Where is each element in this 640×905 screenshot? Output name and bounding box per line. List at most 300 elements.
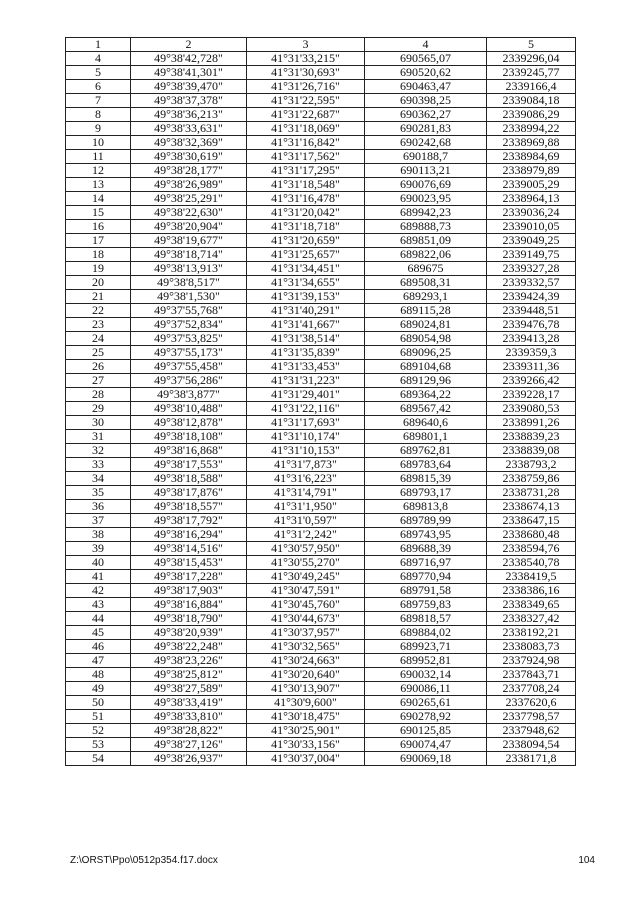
x-coordinate-cell: 689888,73: [365, 220, 487, 234]
y-coordinate-cell: 2338969,88: [487, 136, 576, 150]
longitude-cell: 41°31'2,242": [247, 528, 365, 542]
y-coordinate-cell: 2339296,04: [487, 52, 576, 66]
y-coordinate-cell: 2339049,25: [487, 234, 576, 248]
x-coordinate-cell: 690362,27: [365, 108, 487, 122]
point-number-cell: 7: [66, 94, 131, 108]
latitude-cell: 49°37'55,458": [131, 360, 247, 374]
latitude-cell: 49°38'17,903": [131, 584, 247, 598]
table-header-row: [66, 38, 576, 52]
longitude-cell: 41°31'41,667": [247, 318, 365, 332]
point-number-cell: 35: [66, 486, 131, 500]
longitude-cell: 41°31'33,215": [247, 52, 365, 66]
latitude-cell: 49°38'23,226": [131, 654, 247, 668]
point-number-cell: 45: [66, 626, 131, 640]
y-coordinate-cell: 2339245,77: [487, 66, 576, 80]
coordinates-table: [65, 37, 576, 766]
point-number-cell: 43: [66, 598, 131, 612]
point-number-cell: 15: [66, 206, 131, 220]
y-coordinate-cell: 2338979,89: [487, 164, 576, 178]
latitude-cell: 49°38'17,553": [131, 458, 247, 472]
latitude-cell: 49°38'37,378": [131, 94, 247, 108]
latitude-cell: 49°38'19,677": [131, 234, 247, 248]
x-coordinate-cell: 689024,81: [365, 318, 487, 332]
y-coordinate-cell: 2338991,26: [487, 416, 576, 430]
longitude-cell: 41°31'0,597": [247, 514, 365, 528]
point-number-cell: 24: [66, 332, 131, 346]
table-row: [66, 444, 576, 458]
table-row: [66, 752, 576, 766]
table-row: [66, 472, 576, 486]
latitude-cell: 49°38'27,589": [131, 682, 247, 696]
point-number-cell: 39: [66, 542, 131, 556]
table-row: [66, 66, 576, 80]
y-coordinate-cell: 2339413,28: [487, 332, 576, 346]
table-row: [66, 304, 576, 318]
y-coordinate-cell: 2338984,69: [487, 150, 576, 164]
table-row: [66, 710, 576, 724]
longitude-cell: 41°30'33,156": [247, 738, 365, 752]
table-row: [66, 500, 576, 514]
table-row: [66, 458, 576, 472]
latitude-cell: 49°38'10,488": [131, 402, 247, 416]
x-coordinate-cell: 689770,94: [365, 570, 487, 584]
y-coordinate-cell: 2339228,17: [487, 388, 576, 402]
table-row: [66, 598, 576, 612]
table-row: [66, 94, 576, 108]
longitude-cell: 41°31'18,069": [247, 122, 365, 136]
table-row: [66, 626, 576, 640]
footer-page-number: 104: [578, 855, 595, 866]
longitude-cell: 41°30'37,957": [247, 626, 365, 640]
y-coordinate-cell: 2339084,18: [487, 94, 576, 108]
latitude-cell: 49°38'1,530": [131, 290, 247, 304]
table-row: [66, 108, 576, 122]
point-number-cell: 46: [66, 640, 131, 654]
longitude-cell: 41°31'33,453": [247, 360, 365, 374]
point-number-cell: 9: [66, 122, 131, 136]
latitude-cell: 49°38'30,619": [131, 150, 247, 164]
latitude-cell: 49°38'18,588": [131, 472, 247, 486]
longitude-cell: 41°31'17,295": [247, 164, 365, 178]
point-number-cell: 44: [66, 612, 131, 626]
table-row: [66, 234, 576, 248]
x-coordinate-cell: 689567,42: [365, 402, 487, 416]
point-number-cell: 23: [66, 318, 131, 332]
point-number-cell: 8: [66, 108, 131, 122]
latitude-cell: 49°38'36,213": [131, 108, 247, 122]
table-row: [66, 388, 576, 402]
x-coordinate-cell: 689640,6: [365, 416, 487, 430]
x-coordinate-cell: 690076,69: [365, 178, 487, 192]
x-coordinate-cell: 690069,18: [365, 752, 487, 766]
table-row: [66, 402, 576, 416]
table-row: [66, 332, 576, 346]
longitude-cell: 41°31'22,116": [247, 402, 365, 416]
table-row: [66, 80, 576, 94]
longitude-cell: 41°31'25,657": [247, 248, 365, 262]
y-coordinate-cell: 2338964,13: [487, 192, 576, 206]
point-number-cell: 19: [66, 262, 131, 276]
point-number-cell: 21: [66, 290, 131, 304]
longitude-cell: 41°31'20,659": [247, 234, 365, 248]
longitude-cell: 41°31'22,687": [247, 108, 365, 122]
point-number-cell: 32: [66, 444, 131, 458]
y-coordinate-cell: 2339080,53: [487, 402, 576, 416]
y-coordinate-cell: 2338540,78: [487, 556, 576, 570]
longitude-cell: 41°31'1,950": [247, 500, 365, 514]
x-coordinate-cell: 689675: [365, 262, 487, 276]
y-coordinate-cell: 2337620,6: [487, 696, 576, 710]
latitude-cell: 49°38'16,884": [131, 598, 247, 612]
table-row: [66, 668, 576, 682]
x-coordinate-cell: 690265,61: [365, 696, 487, 710]
x-coordinate-cell: 689851,09: [365, 234, 487, 248]
x-coordinate-cell: 689508,31: [365, 276, 487, 290]
y-coordinate-cell: 2338419,5: [487, 570, 576, 584]
y-coordinate-cell: 2338674,13: [487, 500, 576, 514]
latitude-cell: 49°38'39,470": [131, 80, 247, 94]
point-number-cell: 25: [66, 346, 131, 360]
x-coordinate-cell: 690463,47: [365, 80, 487, 94]
point-number-cell: 16: [66, 220, 131, 234]
latitude-cell: 49°38'16,294": [131, 528, 247, 542]
point-number-cell: 38: [66, 528, 131, 542]
longitude-cell: 41°31'10,153": [247, 444, 365, 458]
table-row: [66, 486, 576, 500]
table-row: [66, 122, 576, 136]
y-coordinate-cell: 2338759,86: [487, 472, 576, 486]
table-row: [66, 514, 576, 528]
table-row: [66, 570, 576, 584]
table-row: [66, 150, 576, 164]
y-coordinate-cell: 2338094,54: [487, 738, 576, 752]
point-number-cell: 51: [66, 710, 131, 724]
longitude-cell: 41°31'40,291": [247, 304, 365, 318]
longitude-cell: 41°31'34,655": [247, 276, 365, 290]
x-coordinate-cell: 689054,98: [365, 332, 487, 346]
table-row: [66, 542, 576, 556]
latitude-cell: 49°38'25,812": [131, 668, 247, 682]
longitude-cell: 41°31'4,791": [247, 486, 365, 500]
latitude-cell: 49°38'18,714": [131, 248, 247, 262]
x-coordinate-cell: 689688,39: [365, 542, 487, 556]
longitude-cell: 41°31'10,174": [247, 430, 365, 444]
table-row: [66, 430, 576, 444]
longitude-cell: 41°31'34,451": [247, 262, 365, 276]
point-number-cell: 27: [66, 374, 131, 388]
y-coordinate-cell: 2339086,29: [487, 108, 576, 122]
y-coordinate-cell: 2339005,29: [487, 178, 576, 192]
latitude-cell: 49°37'55,173": [131, 346, 247, 360]
longitude-cell: 41°30'18,475": [247, 710, 365, 724]
longitude-cell: 41°31'39,153": [247, 290, 365, 304]
table-row: [66, 318, 576, 332]
longitude-cell: 41°31'31,223": [247, 374, 365, 388]
x-coordinate-cell: 689115,28: [365, 304, 487, 318]
table-row: [66, 584, 576, 598]
table-row: [66, 290, 576, 304]
point-number-cell: 10: [66, 136, 131, 150]
longitude-cell: 41°31'6,223": [247, 472, 365, 486]
longitude-cell: 41°30'49,245": [247, 570, 365, 584]
latitude-cell: 49°38'42,728": [131, 52, 247, 66]
longitude-cell: 41°30'37,004": [247, 752, 365, 766]
y-coordinate-cell: 2338680,48: [487, 528, 576, 542]
y-coordinate-cell: 2339332,57: [487, 276, 576, 290]
latitude-cell: 49°38'20,904": [131, 220, 247, 234]
point-number-cell: 40: [66, 556, 131, 570]
x-coordinate-cell: 690074,47: [365, 738, 487, 752]
longitude-cell: 41°30'20,640": [247, 668, 365, 682]
point-number-cell: 48: [66, 668, 131, 682]
latitude-cell: 49°38'14,516": [131, 542, 247, 556]
longitude-cell: 41°31'29,401": [247, 388, 365, 402]
latitude-cell: 49°38'26,989": [131, 178, 247, 192]
longitude-cell: 41°30'32,565": [247, 640, 365, 654]
y-coordinate-cell: 2339448,51: [487, 304, 576, 318]
latitude-cell: 49°38'13,913": [131, 262, 247, 276]
x-coordinate-cell: 689096,25: [365, 346, 487, 360]
point-number-cell: 31: [66, 430, 131, 444]
latitude-cell: 49°38'26,937": [131, 752, 247, 766]
y-coordinate-cell: 2339359,3: [487, 346, 576, 360]
longitude-cell: 41°30'44,673": [247, 612, 365, 626]
latitude-cell: 49°38'17,876": [131, 486, 247, 500]
latitude-cell: 49°37'52,834": [131, 318, 247, 332]
footer-file-path: Z:\ORST\Ppo\0512p354.f17.docx: [70, 855, 218, 866]
y-coordinate-cell: 2337924,98: [487, 654, 576, 668]
table-row: [66, 654, 576, 668]
table-row: [66, 360, 576, 374]
longitude-cell: 41°31'20,042": [247, 206, 365, 220]
y-coordinate-cell: 2339036,24: [487, 206, 576, 220]
x-coordinate-cell: 689716,97: [365, 556, 487, 570]
point-number-cell: 29: [66, 402, 131, 416]
x-coordinate-cell: 689789,99: [365, 514, 487, 528]
longitude-cell: 41°30'13,907": [247, 682, 365, 696]
table-row: [66, 724, 576, 738]
longitude-cell: 41°31'22,595": [247, 94, 365, 108]
latitude-cell: 49°37'56,286": [131, 374, 247, 388]
x-coordinate-cell: 690125,85: [365, 724, 487, 738]
x-coordinate-cell: 690032,14: [365, 668, 487, 682]
point-number-cell: 5: [66, 66, 131, 80]
coordinates-table-body: [66, 38, 576, 766]
table-row: [66, 248, 576, 262]
latitude-cell: 49°38'22,630": [131, 206, 247, 220]
y-coordinate-cell: 2338839,23: [487, 430, 576, 444]
longitude-cell: 41°31'35,839": [247, 346, 365, 360]
table-row: [66, 738, 576, 752]
column-number-2: 2: [131, 38, 247, 52]
y-coordinate-cell: 2338171,8: [487, 752, 576, 766]
longitude-cell: 41°30'45,760": [247, 598, 365, 612]
point-number-cell: 33: [66, 458, 131, 472]
x-coordinate-cell: 689759,83: [365, 598, 487, 612]
point-number-cell: 30: [66, 416, 131, 430]
y-coordinate-cell: 2337948,62: [487, 724, 576, 738]
x-coordinate-cell: 689822,06: [365, 248, 487, 262]
point-number-cell: 11: [66, 150, 131, 164]
table-row: [66, 178, 576, 192]
table-row: [66, 262, 576, 276]
x-coordinate-cell: 690281,83: [365, 122, 487, 136]
longitude-cell: 41°31'17,693": [247, 416, 365, 430]
point-number-cell: 53: [66, 738, 131, 752]
latitude-cell: 49°38'27,126": [131, 738, 247, 752]
longitude-cell: 41°30'9,600": [247, 696, 365, 710]
longitude-cell: 41°31'18,718": [247, 220, 365, 234]
y-coordinate-cell: 2339476,78: [487, 318, 576, 332]
point-number-cell: 54: [66, 752, 131, 766]
latitude-cell: 49°38'41,301": [131, 66, 247, 80]
table-row: [66, 696, 576, 710]
latitude-cell: 49°38'25,291": [131, 192, 247, 206]
latitude-cell: 49°38'17,792": [131, 514, 247, 528]
y-coordinate-cell: 2339311,36: [487, 360, 576, 374]
latitude-cell: 49°38'18,790": [131, 612, 247, 626]
x-coordinate-cell: 690565,07: [365, 52, 487, 66]
longitude-cell: 41°31'7,873": [247, 458, 365, 472]
table-row: [66, 416, 576, 430]
x-coordinate-cell: 690278,92: [365, 710, 487, 724]
point-number-cell: 12: [66, 164, 131, 178]
point-number-cell: 50: [66, 696, 131, 710]
table-row: [66, 220, 576, 234]
table-row: [66, 136, 576, 150]
x-coordinate-cell: 690188,7: [365, 150, 487, 164]
point-number-cell: 37: [66, 514, 131, 528]
column-number-3: 3: [247, 38, 365, 52]
y-coordinate-cell: 2339424,39: [487, 290, 576, 304]
y-coordinate-cell: 2338793,2: [487, 458, 576, 472]
point-number-cell: 42: [66, 584, 131, 598]
column-number-4: 4: [365, 38, 487, 52]
table-row: [66, 192, 576, 206]
latitude-cell: 49°37'53,825": [131, 332, 247, 346]
point-number-cell: 4: [66, 52, 131, 66]
y-coordinate-cell: 2338327,42: [487, 612, 576, 626]
table-row: [66, 52, 576, 66]
y-coordinate-cell: 2339327,28: [487, 262, 576, 276]
x-coordinate-cell: 690023,95: [365, 192, 487, 206]
longitude-cell: 41°31'16,842": [247, 136, 365, 150]
x-coordinate-cell: 689942,23: [365, 206, 487, 220]
y-coordinate-cell: 2338083,73: [487, 640, 576, 654]
x-coordinate-cell: 689884,02: [365, 626, 487, 640]
y-coordinate-cell: 2338386,16: [487, 584, 576, 598]
y-coordinate-cell: 2339010,05: [487, 220, 576, 234]
point-number-cell: 17: [66, 234, 131, 248]
x-coordinate-cell: 689801,1: [365, 430, 487, 444]
latitude-cell: 49°38'33,810": [131, 710, 247, 724]
column-number-5: 5: [487, 38, 576, 52]
point-number-cell: 28: [66, 388, 131, 402]
latitude-cell: 49°38'33,419": [131, 696, 247, 710]
table-row: [66, 556, 576, 570]
x-coordinate-cell: 690242,68: [365, 136, 487, 150]
y-coordinate-cell: 2339166,4: [487, 80, 576, 94]
latitude-cell: 49°38'20,939": [131, 626, 247, 640]
latitude-cell: 49°38'17,228": [131, 570, 247, 584]
longitude-cell: 41°31'38,514": [247, 332, 365, 346]
point-number-cell: 14: [66, 192, 131, 206]
x-coordinate-cell: 689743,95: [365, 528, 487, 542]
point-number-cell: 22: [66, 304, 131, 318]
y-coordinate-cell: 2337843,71: [487, 668, 576, 682]
x-coordinate-cell: 689815,39: [365, 472, 487, 486]
longitude-cell: 41°30'57,950": [247, 542, 365, 556]
y-coordinate-cell: 2339149,75: [487, 248, 576, 262]
x-coordinate-cell: 689791,58: [365, 584, 487, 598]
latitude-cell: 49°38'3,877": [131, 388, 247, 402]
table-row: [66, 682, 576, 696]
longitude-cell: 41°30'47,591": [247, 584, 365, 598]
table-row: [66, 276, 576, 290]
x-coordinate-cell: 690398,25: [365, 94, 487, 108]
latitude-cell: 49°38'18,557": [131, 500, 247, 514]
point-number-cell: 18: [66, 248, 131, 262]
longitude-cell: 41°30'25,901": [247, 724, 365, 738]
table-row: [66, 164, 576, 178]
longitude-cell: 41°31'26,716": [247, 80, 365, 94]
latitude-cell: 49°38'22,248": [131, 640, 247, 654]
y-coordinate-cell: 2338731,28: [487, 486, 576, 500]
y-coordinate-cell: 2338839,08: [487, 444, 576, 458]
table-row: [66, 612, 576, 626]
column-number-1: 1: [66, 38, 131, 52]
longitude-cell: 41°30'55,270": [247, 556, 365, 570]
latitude-cell: 49°38'32,369": [131, 136, 247, 150]
latitude-cell: 49°38'28,822": [131, 724, 247, 738]
point-number-cell: 34: [66, 472, 131, 486]
y-coordinate-cell: 2338994,22: [487, 122, 576, 136]
y-coordinate-cell: 2338594,76: [487, 542, 576, 556]
x-coordinate-cell: 689783,64: [365, 458, 487, 472]
table-row: [66, 528, 576, 542]
x-coordinate-cell: 690520,62: [365, 66, 487, 80]
point-number-cell: 13: [66, 178, 131, 192]
latitude-cell: 49°37'55,768": [131, 304, 247, 318]
x-coordinate-cell: 689293,1: [365, 290, 487, 304]
longitude-cell: 41°31'17,562": [247, 150, 365, 164]
x-coordinate-cell: 689952,81: [365, 654, 487, 668]
x-coordinate-cell: 689923,71: [365, 640, 487, 654]
table-row: [66, 640, 576, 654]
latitude-cell: 49°38'18,108": [131, 430, 247, 444]
point-number-cell: 49: [66, 682, 131, 696]
point-number-cell: 20: [66, 276, 131, 290]
table-row: [66, 206, 576, 220]
latitude-cell: 49°38'33,631": [131, 122, 247, 136]
x-coordinate-cell: 689129,96: [365, 374, 487, 388]
x-coordinate-cell: 689104,68: [365, 360, 487, 374]
point-number-cell: 26: [66, 360, 131, 374]
point-number-cell: 36: [66, 500, 131, 514]
point-number-cell: 52: [66, 724, 131, 738]
latitude-cell: 49°38'15,453": [131, 556, 247, 570]
longitude-cell: 41°30'24,663": [247, 654, 365, 668]
latitude-cell: 49°38'28,177": [131, 164, 247, 178]
table-row: [66, 374, 576, 388]
x-coordinate-cell: 689364,22: [365, 388, 487, 402]
x-coordinate-cell: 689818,57: [365, 612, 487, 626]
point-number-cell: 41: [66, 570, 131, 584]
x-coordinate-cell: 689762,81: [365, 444, 487, 458]
y-coordinate-cell: 2339266,42: [487, 374, 576, 388]
longitude-cell: 41°31'16,478": [247, 192, 365, 206]
x-coordinate-cell: 689793,17: [365, 486, 487, 500]
